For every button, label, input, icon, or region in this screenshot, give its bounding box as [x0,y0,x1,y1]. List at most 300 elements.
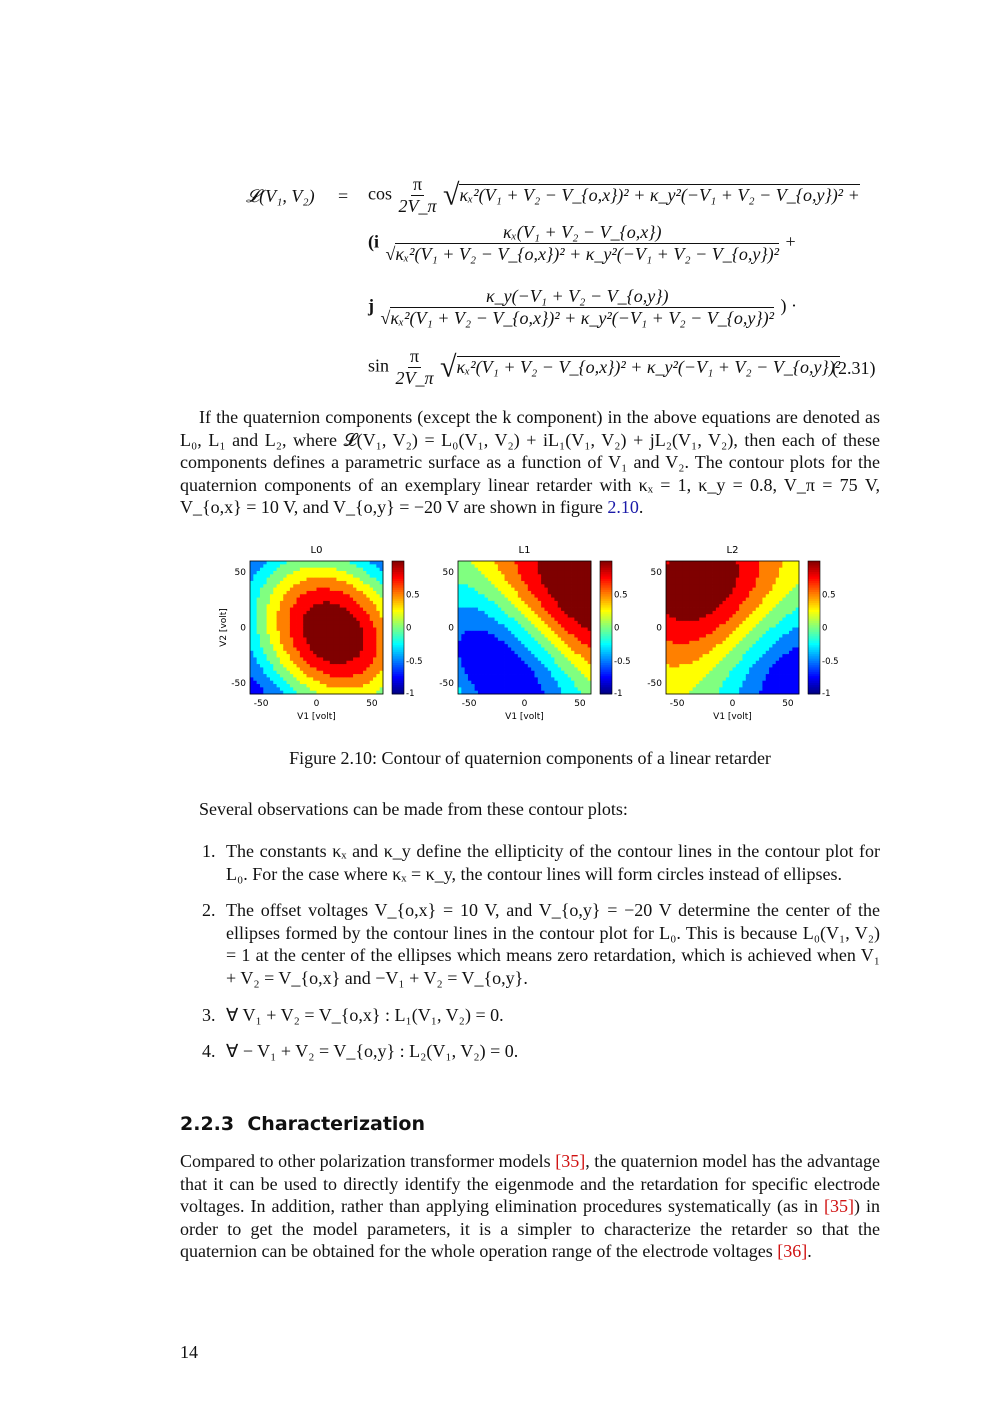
heatmap-cell [538,661,542,665]
heatmap-cell [515,591,519,595]
heatmap-cell [719,677,723,681]
heatmap-cell [290,671,294,675]
heatmap-cell [789,677,793,681]
heatmap-cell [558,687,562,691]
heatmap-cell [792,651,796,655]
heatmap-cell [782,657,786,661]
heatmap-cell [772,644,776,648]
heatmap-cell [561,608,565,612]
heatmap-cell [468,571,472,575]
heatmap-cell [666,681,670,685]
heatmap-cell [739,631,743,635]
heatmap-cell [756,608,760,612]
heatmap-cell [280,568,284,572]
heatmap-cell [297,591,301,595]
heatmap-cell [343,637,347,641]
heatmap-cell [326,687,330,691]
heatmap-cell [693,594,697,598]
heatmap-cell [564,608,568,612]
heatmap-cell [766,584,770,588]
heatmap-cell [679,578,683,582]
heatmap-cell [762,588,766,592]
heatmap-cell [729,614,733,618]
heatmap-cell [548,591,552,595]
heatmap-cell [481,661,485,665]
heatmap-cell [574,637,578,641]
heatmap-cell [273,621,277,625]
heatmap-cell [723,571,727,575]
heatmap-cell [683,664,687,668]
heatmap-cell [495,654,499,658]
heatmap-cell [356,578,360,582]
heatmap-cell [666,591,670,595]
heatmap-cell [693,641,697,645]
heatmap-cell [749,614,753,618]
heatmap-cell [326,564,330,568]
heatmap-cell [709,591,713,595]
heatmap-cell [544,601,548,605]
heatmap-cell [544,621,548,625]
heatmap-cell [300,671,304,675]
heatmap-cell [578,621,582,625]
heatmap-cell [287,594,291,598]
heatmap-cell [716,561,720,565]
heatmap-cell [554,621,558,625]
heatmap-cell [366,687,370,691]
heatmap-cell [713,624,717,628]
heatmap-cell [699,651,703,655]
heatmap-cell [683,621,687,625]
heatmap-cell [676,644,680,648]
heatmap-cell [478,614,482,618]
heatmap-cell [703,581,707,585]
heatmap-cell [779,631,783,635]
heatmap-cell [525,591,529,595]
heatmap-cell [534,667,538,671]
heatmap-cell [495,647,499,651]
heatmap-cell [293,591,297,595]
heatmap-cell [501,611,505,615]
heatmap-cell [323,634,327,638]
heatmap-cell [706,584,710,588]
heatmap-cell [495,644,499,648]
heatmap-cell [267,608,271,612]
heatmap-cell [525,644,529,648]
heatmap-cell [336,571,340,575]
heatmap-cell [333,564,337,568]
heatmap-cell [729,664,733,668]
heatmap-cell [736,571,740,575]
heatmap-cell [554,684,558,688]
heatmap-cell [283,674,287,678]
heatmap-cell [736,564,740,568]
heatmap-cell [277,628,281,632]
heatmap-cell [739,681,743,685]
heatmap-cell [350,631,354,635]
heatmap-cell [267,621,271,625]
heatmap-cell [706,671,710,675]
heatmap-cell [260,611,264,615]
heatmap-cell [683,574,687,578]
heatmap-cell [776,631,780,635]
heatmap-cell [548,661,552,665]
heatmap-cell [336,651,340,655]
heatmap-cell [525,674,529,678]
heatmap-cell [719,601,723,605]
heatmap-cell [696,644,700,648]
heatmap-cell [766,561,770,565]
heatmap-cell [673,651,677,655]
heatmap-cell [696,641,700,645]
heatmap-cell [505,671,509,675]
heatmap-cell [534,621,538,625]
heatmap-cell [584,631,588,635]
heatmap-cell [531,571,535,575]
heatmap-cell [263,624,267,628]
heatmap-cell [370,594,374,598]
heatmap-cell [689,684,693,688]
heatmap-cell [551,561,555,565]
heatmap-cell [568,687,572,691]
figure-link[interactable]: 2.10 [607,497,639,518]
heatmap-cell [749,571,753,575]
heatmap-cell [541,684,545,688]
heatmap-cell [742,644,746,648]
heatmap-cell [669,628,673,632]
heatmap-cell [366,667,370,671]
heatmap-cell [574,601,578,605]
heatmap-cell [253,561,257,565]
heatmap-cell [323,654,327,658]
heatmap-cell [709,667,713,671]
heatmap-cell [693,631,697,635]
heatmap-cell [756,594,760,598]
heatmap-cell [578,614,582,618]
heatmap-cell [719,621,723,625]
heatmap-cell [297,631,301,635]
heatmap-cell [360,628,364,632]
heatmap-cell [326,667,330,671]
heatmap-cell [548,594,552,598]
heatmap-cell [518,564,522,568]
heatmap-cell [706,684,710,688]
heatmap-cell [571,664,575,668]
heatmap-cell [270,564,274,568]
heatmap-cell [726,631,730,635]
heatmap-cell [729,571,733,575]
heatmap-cell [759,561,763,565]
heatmap-cell [495,611,499,615]
heatmap-cell [769,571,773,575]
heatmap-cell [752,644,756,648]
heatmap-cell [581,574,585,578]
heatmap-cell [779,564,783,568]
heatmap-cell [742,651,746,655]
heatmap-cell [273,657,277,661]
heatmap-cell [746,657,750,661]
heatmap-cell [366,574,370,578]
heatmap-cell [478,674,482,678]
heatmap-cell [792,644,796,648]
heatmap-cell [323,584,327,588]
heatmap-cell [749,621,753,625]
heatmap-cell [300,578,304,582]
heatmap-cell [313,564,317,568]
heatmap-cell [762,591,766,595]
heatmap-cell [561,657,565,661]
heatmap-cell [673,614,677,618]
heatmap-cell [373,671,377,675]
heatmap-cell [769,681,773,685]
heatmap-cell [498,591,502,595]
heatmap-cell [772,681,776,685]
heatmap-cell [696,571,700,575]
heatmap-cell [769,661,773,665]
heatmap-cell [376,651,380,655]
heatmap-cell [561,624,565,628]
heatmap-cell [297,561,301,565]
heatmap-cell [475,614,479,618]
heatmap-cell [584,564,588,568]
heatmap-cell [789,568,793,572]
heatmap-cell [481,604,485,608]
heatmap-cell [313,608,317,612]
heatmap-cell [488,568,492,572]
heatmap-cell [277,564,281,568]
heatmap-cell [729,591,733,595]
heatmap-cell [340,647,344,651]
heatmap-cell [679,684,683,688]
heatmap-cell [666,641,670,645]
heatmap-cell [465,564,469,568]
heatmap-cell [340,624,344,628]
heatmap-cell [531,568,535,572]
heatmap-cell [525,574,529,578]
heatmap-cell [736,608,740,612]
heatmap-cell [726,628,730,632]
heatmap-cell [297,588,301,592]
heatmap-cell [283,631,287,635]
heatmap-cell [736,661,740,665]
heatmap-cell [366,571,370,575]
heatmap-cell [534,634,538,638]
heatmap-cell [518,618,522,622]
heatmap-cell [541,598,545,602]
heatmap-cell [495,661,499,665]
heatmap-cell [581,621,585,625]
heatmap-cell [515,637,519,641]
heatmap-cell [782,644,786,648]
heatmap-cell [366,634,370,638]
heatmap-cell [733,578,737,582]
heatmap-cell [491,594,495,598]
heatmap-cell [498,614,502,618]
heatmap-cell [558,608,562,612]
heatmap-cell [766,654,770,658]
heatmap-cell [515,581,519,585]
heatmap-cell [376,618,380,622]
heatmap-cell [739,604,743,608]
heatmap-cell [287,647,291,651]
heatmap-cell [716,647,720,651]
heatmap-cell [762,624,766,628]
heatmap-cell [326,608,330,612]
heatmap-cell [505,608,509,612]
heatmap-cell [326,598,330,602]
heatmap-cell [531,644,535,648]
heatmap-cell [726,641,730,645]
heatmap-cell [716,594,720,598]
heatmap-cell [534,601,538,605]
heatmap-cell [746,591,750,595]
heatmap-cell [676,601,680,605]
heatmap-cell [263,584,267,588]
heatmap-cell [283,594,287,598]
heatmap-cell [458,681,462,685]
heatmap-cell [515,614,519,618]
heatmap-cell [353,641,357,645]
heatmap-cell [366,684,370,688]
heatmap-cell [719,681,723,685]
heatmap-cell [693,671,697,675]
heatmap-cell [307,568,311,572]
heatmap-cell [260,591,264,595]
heatmap-cell [360,601,364,605]
heatmap-cell [511,568,515,572]
heatmap-cell [267,631,271,635]
heatmap-cell [458,677,462,681]
heatmap-cell [578,588,582,592]
heatmap-cell [346,671,350,675]
heatmap-cell [531,624,535,628]
heatmap-cell [696,564,700,568]
heatmap-cell [683,594,687,598]
heatmap-cell [363,628,367,632]
heatmap-cell [263,588,267,592]
heatmap-cell [501,588,505,592]
heatmap-cell [528,628,532,632]
heatmap-cell [531,681,535,685]
heatmap-cell [270,588,274,592]
heatmap-cell [749,677,753,681]
heatmap-cell [723,568,727,572]
heatmap-cell [253,664,257,668]
heatmap-cell [739,684,743,688]
heatmap-cell [776,594,780,598]
heatmap-cell [521,594,525,598]
heatmap-cell [257,584,261,588]
heatmap-cell [733,657,737,661]
heatmap-cell [366,624,370,628]
heatmap-cell [669,564,673,568]
heatmap-cell [766,611,770,615]
heatmap-cell [343,584,347,588]
heatmap-cell [277,611,281,615]
heatmap-cell [326,601,330,605]
heatmap-cell [267,571,271,575]
heatmap-cell [307,651,311,655]
heatmap-cell [250,661,254,665]
heatmap-cell [581,591,585,595]
heatmap-cell [313,637,317,641]
heatmap-cell [471,581,475,585]
heatmap-cell [478,571,482,575]
heatmap-cell [736,631,740,635]
heatmap-cell [696,581,700,585]
heatmap-cell [729,624,733,628]
heatmap-cell [363,634,367,638]
heatmap-cell [746,598,750,602]
heatmap-cell [300,647,304,651]
heatmap-cell [515,574,519,578]
heatmap-cell [475,578,479,582]
heatmap-cell [782,564,786,568]
heatmap-cell [581,578,585,582]
heatmap-cell [739,581,743,585]
heatmap-cell [568,674,572,678]
heatmap-cell [746,621,750,625]
heatmap-cell [475,601,479,605]
heatmap-cell [360,611,364,615]
heatmap-cell [551,581,555,585]
heatmap-cell [501,591,505,595]
heatmap-cell [554,687,558,691]
heatmap-cell [679,641,683,645]
heatmap-cell [465,578,469,582]
heatmap-cell [376,681,380,685]
heatmap-cell [253,608,257,612]
heatmap-cell [776,644,780,648]
heatmap-cell [554,677,558,681]
heatmap-cell [772,581,776,585]
colorbar-tick-label: 0 [614,623,620,634]
heatmap-cell [666,561,670,565]
heatmap-cell [578,641,582,645]
heatmap-cell [273,584,277,588]
heatmap-cell [373,568,377,572]
heatmap-cell [518,591,522,595]
heatmap-cell [326,641,330,645]
heatmap-cell [525,611,529,615]
heatmap-cell [548,621,552,625]
heatmap-cell [346,687,350,691]
heatmap-cell [333,618,337,622]
x-tick-label: 0 [521,699,528,709]
heatmap-cell [458,687,462,691]
heatmap-cell [290,601,294,605]
heatmap-cell [792,657,796,661]
heatmap-cell [772,684,776,688]
heatmap-cell [515,571,519,575]
heatmap-cell [723,644,727,648]
heatmap-cell [719,604,723,608]
heatmap-cell [293,631,297,635]
heatmap-cell [307,581,311,585]
heatmap-cell [571,561,575,565]
heatmap-cell [491,568,495,572]
heatmap-cell [270,591,274,595]
heatmap-cell [686,601,690,605]
heatmap-cell [544,594,548,598]
heatmap-cell [686,564,690,568]
heatmap-cell [584,681,588,685]
heatmap-cell [253,654,257,658]
heatmap-cell [360,657,364,661]
heatmap-cell [260,667,264,671]
heatmap-cell [495,651,499,655]
heatmap-cell [683,564,687,568]
heatmap-cell [340,661,344,665]
